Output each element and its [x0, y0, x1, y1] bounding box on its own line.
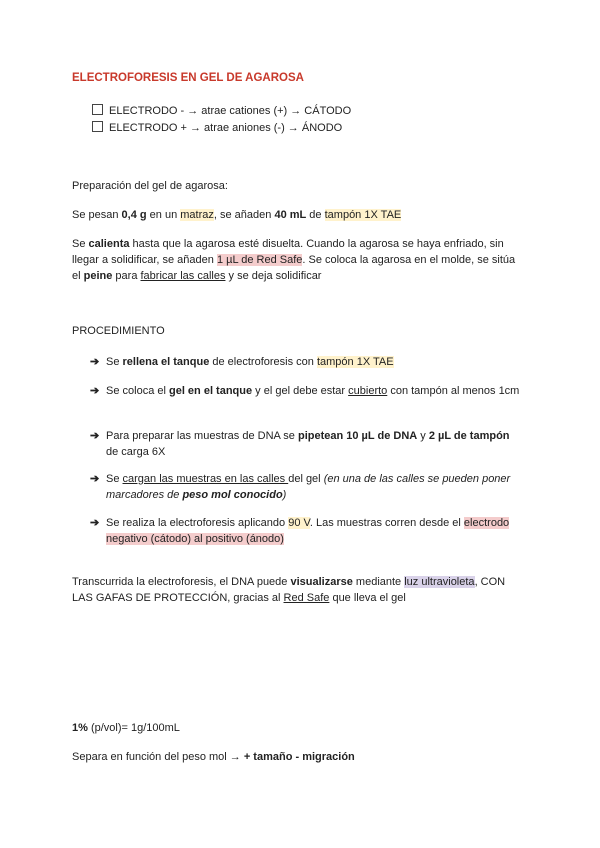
text-run: 0,4 g — [121, 209, 147, 221]
document-title: ELECTROFORESIS EN GEL DE AGAROSA — [72, 72, 304, 84]
text-run: Transcurrida la electroforesis, el DNA puede — [72, 576, 291, 588]
text-run: PROCEDIMIENTO — [72, 325, 165, 337]
text-run: Se coloca el — [106, 385, 169, 397]
text-run: mediante — [352, 576, 405, 588]
highlighted-text: 1 µL de Red Safe — [216, 254, 303, 266]
arrow-bullet-icon: ➔ — [90, 517, 100, 529]
text-run: LAS GAFAS DE PROTECCIÓN, gracias al — [72, 592, 284, 604]
highlighted-text: negativo (cátodo) al positivo (ánodo) — [106, 533, 284, 545]
highlighted-text: 90 V — [288, 517, 310, 529]
text-run: Se pesan — [72, 209, 122, 221]
line-prep-weigh — [72, 207, 401, 223]
line-prep-heat-1 — [72, 236, 504, 252]
text-run: del gel — [288, 473, 324, 485]
highlighted-text: matraz — [180, 209, 214, 221]
text-run: , se añaden — [213, 209, 275, 221]
arrow-bullet-icon: ➔ — [90, 430, 100, 442]
text-run: visualizarse — [290, 576, 353, 588]
line-step-3b — [106, 444, 165, 460]
text-run: y se deja solidificar — [225, 270, 322, 282]
text-run: 2 µL de tampón — [428, 430, 510, 442]
checkbox-icon[interactable] — [92, 121, 103, 132]
highlighted-text: tampón 1X TAE — [324, 209, 402, 221]
line-proc-heading — [72, 323, 165, 339]
arrow-bullet-icon: ➔ — [90, 385, 100, 397]
text-run: hasta que la agarosa esté disuelta. Cuando la agarosa se haya enfriado, sin — [129, 238, 504, 250]
line-step-4b — [106, 487, 286, 503]
text-run: . Las muestras corren desde el — [309, 517, 464, 529]
highlighted-text: electrodo — [463, 517, 510, 529]
text-run: en un — [146, 209, 181, 221]
text-run: Se — [106, 473, 123, 485]
text-run: rellena el tanque — [122, 356, 210, 368]
text-run: y — [417, 430, 429, 442]
text-run: pipetean 10 µL de DNA — [297, 430, 418, 442]
line-step-5b — [106, 531, 284, 547]
text-run: ELECTRODO + → atrae aniones (-) → ÁNODO — [109, 122, 343, 134]
text-run: de electroforesis con — [209, 356, 317, 368]
text-run: fabricar las calles — [140, 270, 226, 282]
text-run: . Se coloca la agarosa en el molde, se sitúa — [302, 254, 516, 266]
text-run: Se realiza la electroforesis aplicando — [106, 517, 289, 529]
text-run: el — [72, 270, 84, 282]
line-step-1 — [90, 354, 394, 370]
line-concentration — [72, 720, 180, 736]
text-run: Para preparar las muestras de DNA se — [106, 430, 298, 442]
checkbox-icon[interactable] — [92, 104, 103, 115]
text-run: Se — [106, 356, 123, 368]
text-run: que lleva el gel — [329, 592, 406, 604]
text-run: para — [112, 270, 141, 282]
text-run: ELECTRODO - → atrae cationes (+) → CÁTODO — [109, 105, 352, 117]
text-run: y el gel debe estar — [252, 385, 349, 397]
line-electrode-pos — [92, 120, 342, 136]
text-run: (p/vol)= 1g/100mL — [87, 722, 180, 734]
text-run: llegar a solidificar, se añaden — [72, 254, 217, 266]
text-run: Preparación del gel de agarosa: — [72, 180, 228, 192]
text-run: marcadores de — [106, 489, 183, 501]
highlighted-text: tampón 1X TAE — [316, 356, 394, 368]
line-step-3a — [90, 428, 510, 444]
text-run: peso mol conocido — [182, 489, 283, 501]
line-step-4a — [90, 471, 510, 487]
line-separation — [72, 749, 355, 765]
text-run: + tamaño - migración — [243, 751, 355, 763]
line-prep-heat-3 — [72, 268, 321, 284]
line-visualize-2 — [72, 590, 406, 606]
text-run: , CON — [474, 576, 506, 588]
highlighted-text: luz ultravioleta — [404, 576, 475, 588]
line-visualize-1 — [72, 574, 505, 590]
text-run: gel en el tanque — [168, 385, 253, 397]
arrow-bullet-icon: ➔ — [90, 356, 100, 368]
text-run: (en una de las calles se pueden poner — [323, 473, 511, 485]
text-run: Se — [72, 238, 89, 250]
text-run: Red Safe — [283, 592, 330, 604]
text-run: de carga 6X — [106, 446, 166, 458]
text-run: de — [306, 209, 325, 221]
line-prep-heading — [72, 178, 228, 194]
line-step-2 — [90, 383, 519, 399]
text-run: 1% — [72, 722, 88, 734]
text-run: cubierto — [348, 385, 388, 397]
text-run: cargan las muestras en las calles — [122, 473, 289, 485]
text-run: Separa en función del peso mol → — [72, 751, 244, 763]
text-run: 40 mL — [274, 209, 307, 221]
text-run: ) — [282, 489, 287, 501]
line-step-5a — [90, 515, 509, 531]
text-run: con tampón al menos 1cm — [387, 385, 520, 397]
arrow-bullet-icon: ➔ — [90, 473, 100, 485]
text-run: peine — [83, 270, 113, 282]
line-electrode-neg — [92, 103, 351, 119]
text-run: calienta — [88, 238, 130, 250]
line-prep-heat-2 — [72, 252, 515, 268]
